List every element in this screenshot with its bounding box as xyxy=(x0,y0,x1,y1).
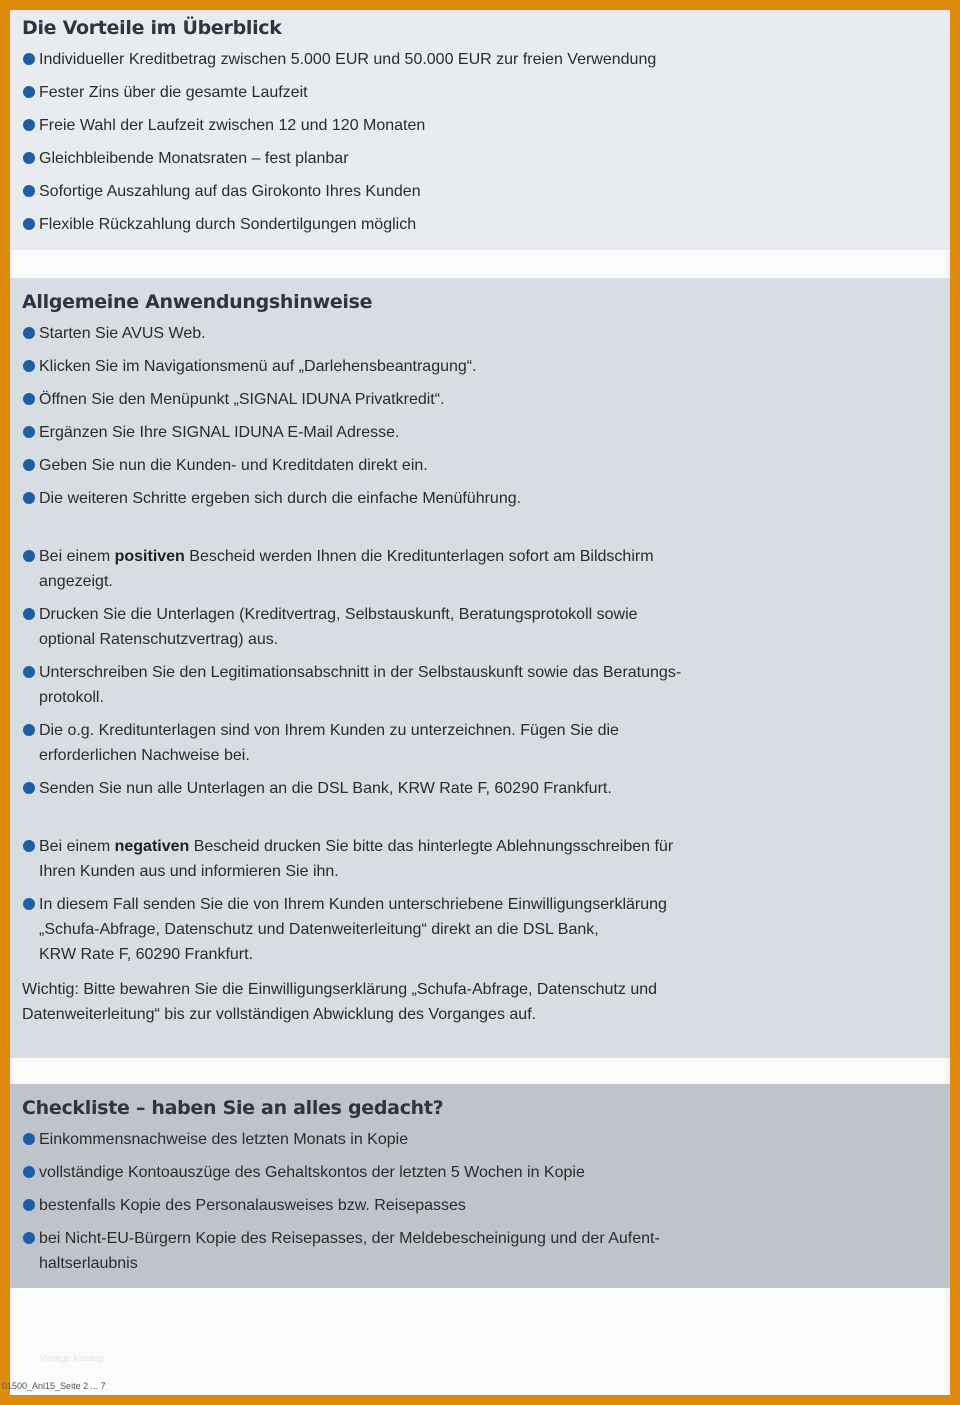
bullet-icon xyxy=(23,666,35,678)
bullet-icon xyxy=(23,550,35,562)
list-item: Die o.g. Kreditunterlagen sind von Ihrem Kunden zu unterzeichnen. Fügen Sie die erforderlichen Nachweise bei. xyxy=(22,718,938,768)
hinweise-section xyxy=(10,278,950,1058)
list-item: Drucken Sie die Unterlagen (Kreditvertrag, Selbstauskunft, Beratungsprotokoll sowie optional Ratenschutzvertrag) aus. xyxy=(22,602,938,652)
list-item: Bei einem negativen Bescheid drucken Sie bitte das hinterlegte Ablehnungsschreiben für Ihren Kunden aus und informieren Sie ihn. xyxy=(22,834,938,884)
bullet-icon xyxy=(23,393,35,405)
list-item: Bei einem positiven Bescheid werden Ihnen die Kreditunterlagen sofort am Bildschirm angezeigt. xyxy=(22,544,938,594)
bullet-icon xyxy=(23,185,35,197)
list-item: bei Nicht-EU-Bürgern Kopie des Reisepasses, der Meldebescheinigung und der Aufent- haltserlaubnis xyxy=(22,1226,938,1276)
negative-emphasis: negativen xyxy=(114,838,190,855)
bullet-icon xyxy=(23,608,35,620)
list-item: Individueller Kreditbetrag zwischen 5.000 EUR und 50.000 EUR zur freien Verwendung xyxy=(22,47,938,72)
list-item: Öffnen Sie den Menüpunkt „SIGNAL IDUNA Privatkredit“. xyxy=(22,387,938,412)
hinweise-steps-list xyxy=(22,321,938,511)
positive-emphasis: positiven xyxy=(114,548,185,565)
bullet-icon xyxy=(23,1232,35,1244)
bullet-icon xyxy=(23,119,35,131)
list-item: bestenfalls Kopie des Personalausweises bzw. Reisepasses xyxy=(22,1193,938,1218)
list-item: Fester Zins über die gesamte Laufzeit xyxy=(22,80,938,105)
checkliste-list xyxy=(22,1127,938,1276)
list-item: Klicken Sie im Navigationsmenü auf „Darlehensbeantragung“. xyxy=(22,354,938,379)
vorteile-heading: Die Vorteile im Überblick xyxy=(22,17,282,39)
checkliste-heading: Checkliste – haben Sie an alles gedacht? xyxy=(22,1097,444,1119)
negative-list xyxy=(22,834,938,967)
vorteile-section xyxy=(10,10,950,250)
bullet-icon xyxy=(23,1133,35,1145)
positive-list xyxy=(22,544,938,801)
list-item: vollständige Kontoauszüge des Gehaltskontos der letzten 5 Wochen in Kopie xyxy=(22,1160,938,1185)
bullet-icon xyxy=(23,898,35,910)
spacer xyxy=(22,809,938,834)
watermark: Vorlage Katalog xyxy=(40,1353,104,1363)
list-item: Ergänzen Sie Ihre SIGNAL IDUNA E-Mail Adresse. xyxy=(22,420,938,445)
list-item: Starten Sie AVUS Web. xyxy=(22,321,938,346)
checkliste-section xyxy=(10,1084,950,1288)
bullet-icon xyxy=(23,360,35,372)
footer-code: 01500_Anl15_Seite 2 ... 7 xyxy=(2,1381,106,1391)
list-item: Geben Sie nun die Kunden- und Kreditdaten direkt ein. xyxy=(22,453,938,478)
list-item: Die weiteren Schritte ergeben sich durch die einfache Menüführung. xyxy=(22,486,938,511)
bullet-icon xyxy=(23,426,35,438)
list-item: Gleichbleibende Monatsraten – fest planbar xyxy=(22,146,938,171)
bullet-icon xyxy=(23,86,35,98)
bullet-icon xyxy=(23,327,35,339)
bullet-icon xyxy=(23,152,35,164)
bullet-icon xyxy=(23,53,35,65)
document-page xyxy=(10,10,950,1395)
bullet-icon xyxy=(23,1166,35,1178)
list-item: Senden Sie nun alle Unterlagen an die DSL Bank, KRW Rate F, 60290 Frankfurt. xyxy=(22,776,938,801)
hinweise-heading: Allgemeine Anwendungshinweise xyxy=(22,291,373,313)
list-item: Flexible Rückzahlung durch Sondertilgungen möglich xyxy=(22,212,938,237)
important-note: Wichtig: Bitte bewahren Sie die Einwilligungserklärung „Schufa-Abfrage, Datenschutz und Datenweiterleitung“ bis zur vollständigen Abwicklung des Vorganges auf. xyxy=(22,981,658,1023)
spacer xyxy=(22,519,938,544)
list-item: In diesem Fall senden Sie die von Ihrem Kunden unterschriebene Einwilligungserklärung „Schufa-Abfrage, Datenschutz und Datenweiterleitung“ direkt an die DSL Bank, KRW Rate F, 60290 Frankfurt. xyxy=(22,892,938,967)
bullet-icon xyxy=(23,840,35,852)
list-item: Unterschreiben Sie den Legitimationsabschnitt in der Selbstauskunft sowie das Beratungs- protokoll. xyxy=(22,660,938,710)
list-item: Sofortige Auszahlung auf das Girokonto Ihres Kunden xyxy=(22,179,938,204)
list-item: Einkommensnachweise des letzten Monats in Kopie xyxy=(22,1127,938,1152)
bullet-icon xyxy=(23,1199,35,1211)
bullet-icon xyxy=(23,782,35,794)
bullet-icon xyxy=(23,724,35,736)
bullet-icon xyxy=(23,492,35,504)
vorteile-list xyxy=(22,47,938,237)
bullet-icon xyxy=(23,218,35,230)
bullet-icon xyxy=(23,459,35,471)
list-item: Freie Wahl der Laufzeit zwischen 12 und 120 Monaten xyxy=(22,113,938,138)
